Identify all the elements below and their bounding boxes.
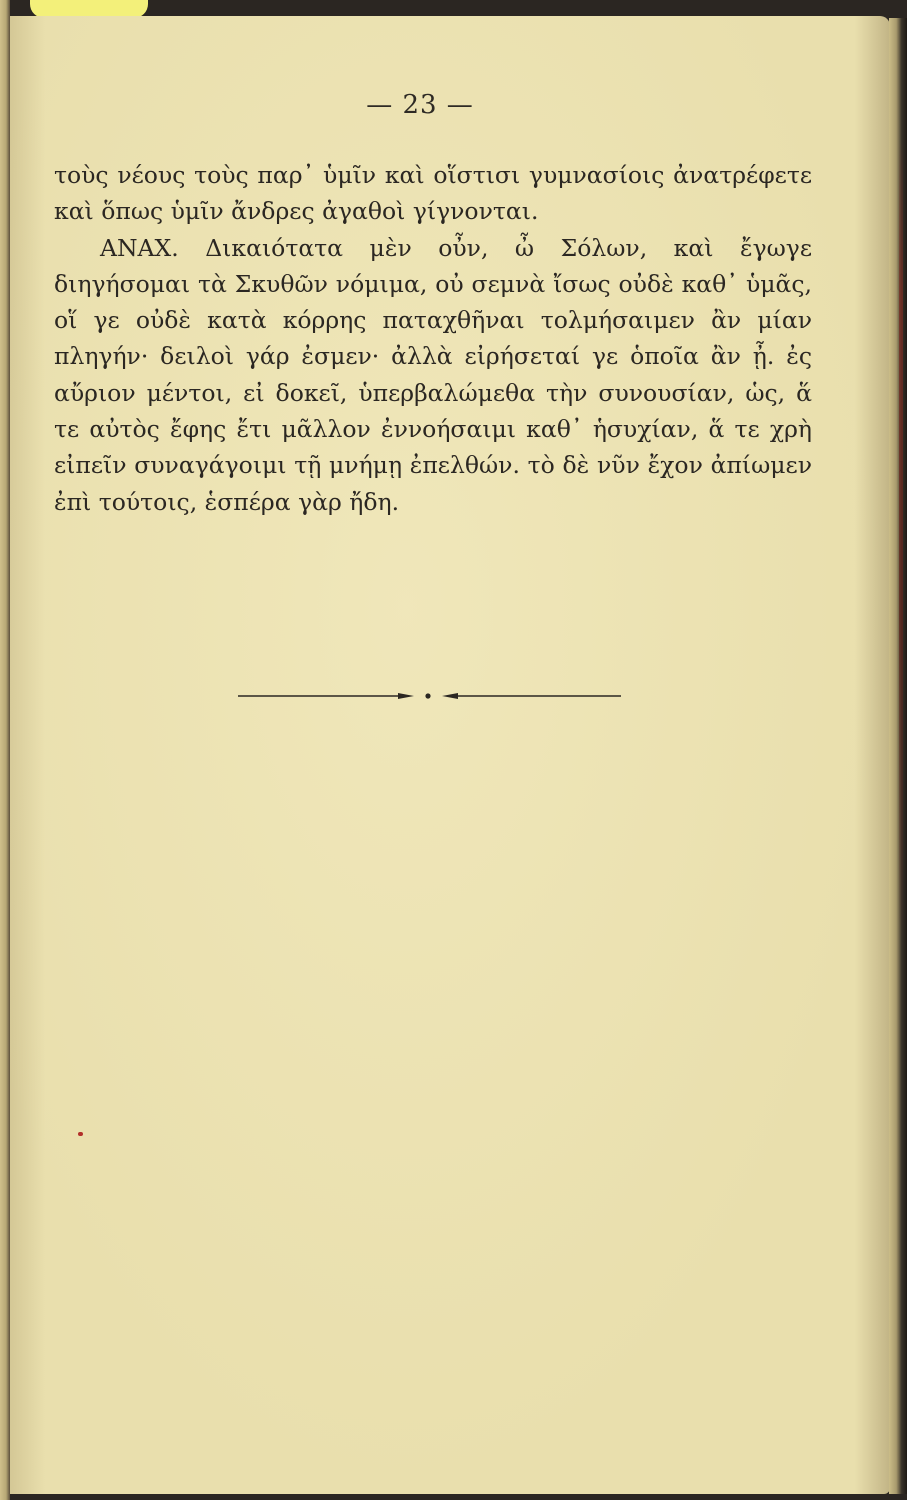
page-sheet <box>10 16 890 1494</box>
page-stack-edges <box>889 18 907 1494</box>
page-number: — 23 — <box>366 90 474 120</box>
body-text <box>54 157 812 520</box>
paragraph-2: ΑΝΑΧ. Δικαιότατα μὲν οὖν, ὦ Σόλων, καὶ ἔγωγε διηγήσομαι τὰ Σκυθῶν νόμιμα, οὐ σεμνὰ ἴσως οὐδὲ καθ᾽ ὑμᾶς, οἵ γε οὐδὲ κατὰ κόρρης παταχθῆναι τολμήσαιμεν ἂν μίαν πληγήν· δειλοὶ γάρ ἐσμεν· ἀλλὰ εἰρήσεταί γε ὁποῖα ἂν ᾖ. ἐς αὔριον μέντοι, εἰ δοκεῖ, ὑπερβαλώμεθα τὴν συνουσίαν, ὡς, ἅ τε αὐτὸς ἔφης ἔτι μᾶλλον ἐννοήσαιμι καθ᾽ ἡσυχίαν, ἅ τε χρὴ εἰπεῖν συναγάγοιμι τῇ μνήμῃ ἐπελθών. τὸ δὲ νῦν ἔχον ἀπίωμεν ἐπὶ τούτοις, ἑσπέρα γὰρ ἤδη. <box>54 233 812 516</box>
red-edge-stain <box>899 138 903 938</box>
red-ink-speck <box>78 1132 83 1136</box>
previous-page-edge <box>0 0 10 1500</box>
ornamental-divider <box>238 689 621 703</box>
paragraph-1: τοὺς νέους τοὺς παρ᾽ ὑμῖν καὶ οἵστισι γυμνασίοις ἀνατρέφετε καὶ ὅπως ὑμῖν ἄνδρες ἀγαθοὶ γίγνονται. <box>54 161 812 226</box>
